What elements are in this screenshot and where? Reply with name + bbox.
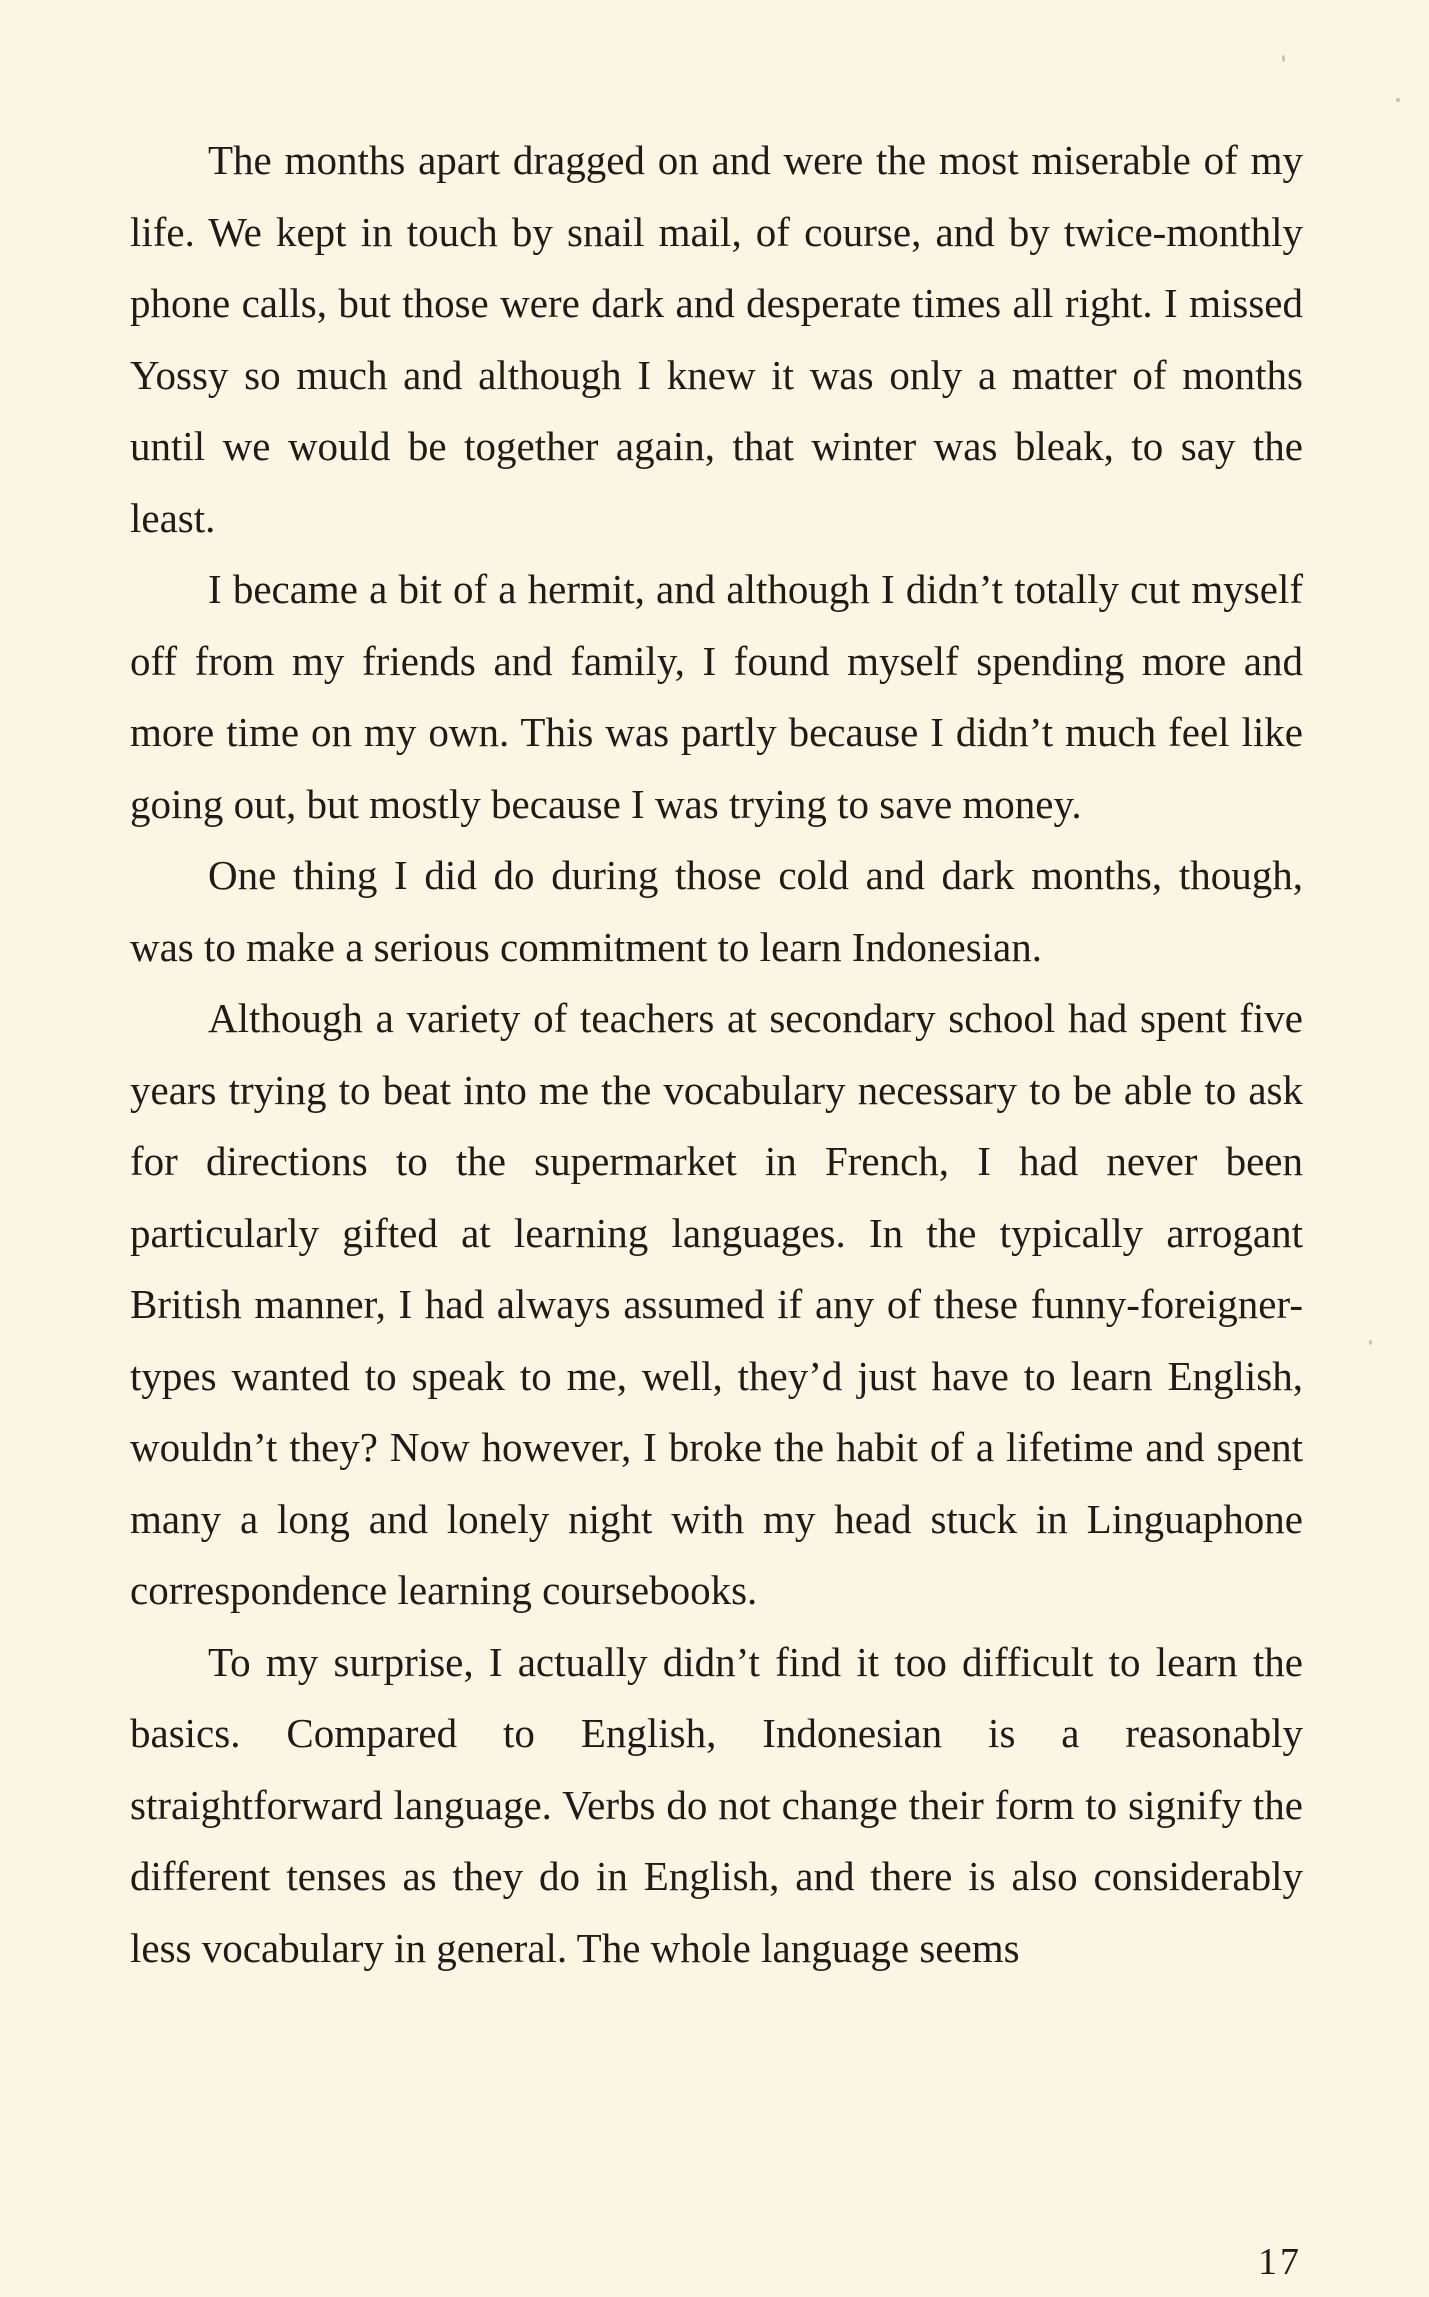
paper-speck: [1396, 98, 1400, 102]
page-body: [130, 125, 1303, 1984]
paragraph-3: One thing I did do during those cold and dark months, though, was to make a serious commitment to learn Indonesian.: [130, 852, 1303, 970]
paragraph-2: I became a bit of a hermit, and although I didn’t totally cut myself off from my friends and family, I found myself spending more and more time on my own. This was partly because I didn’t much feel like going out, but mostly because I was trying to save money.: [130, 566, 1303, 827]
paragraph-5: To my surprise, I actually didn’t find it too difficult to learn the basics. Compared to English, Indonesian is a reasonably straightforward language. Verbs do not change their form to signify the different tenses as they do in English, and there is also considerably less vocabulary in general. The whole language seems: [130, 1638, 1303, 1971]
paragraph-4: Although a variety of teachers at secondary school had spent five years trying to beat into me the vocabulary necessary to be able to ask for directions to the supermarket in French, I had never been particularly gifted at learning languages. In the typically arrogant British manner, I had always assumed if any of these funny-foreigner-types wanted to speak to me, well, they’d just have to learn English, wouldn’t they? Now however, I broke the habit of a lifetime and spent many a long and lonely night with my head stuck in Linguaphone correspondence learning coursebooks.: [130, 995, 1303, 1613]
paper-speck: [1282, 55, 1285, 62]
page-number: 17: [1258, 2241, 1302, 2283]
paragraph-1: The months apart dragged on and were the most miserable of my life. We kept in touch by snail mail, of course, and by twice-monthly phone calls, but those were dark and desperate times all right. I missed Yossy so much and although I knew it was only a matter of months until we would be together again, that winter was bleak, to say the least.: [130, 137, 1303, 541]
paper-speck: [1369, 1340, 1372, 1345]
